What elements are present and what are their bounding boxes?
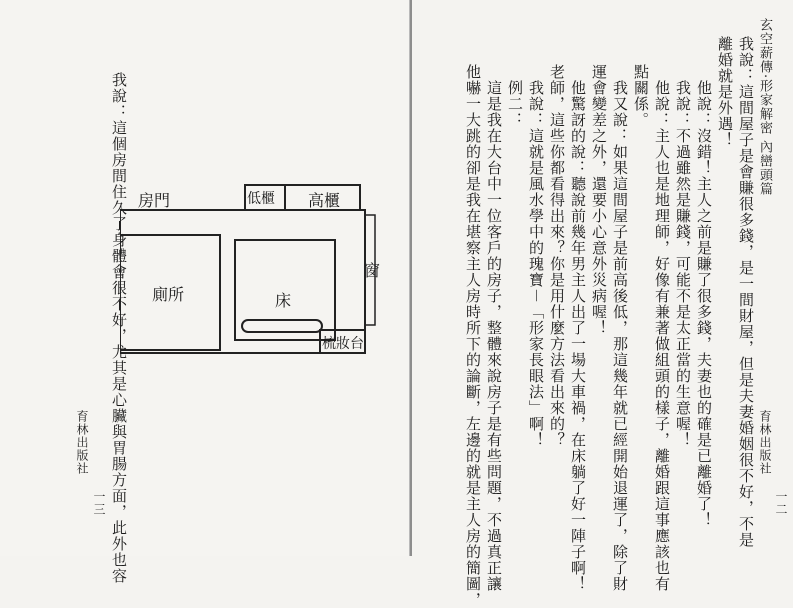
high-cabinet-label: 高櫃 [308,191,341,210]
right-body-column: 這是我在大台中一位客戶的房子，整體來說房子是有些問題，不過真正讓 [485,80,503,592]
right-body-column: 運會變差之外，還要小心意外災病喔！ [590,64,608,336]
pillow-shape [242,320,322,332]
window-label: 窗 [364,261,381,280]
right-body-column: 他嚇一大跳的卻是我在堪察主人房時所下的論斷，左邊的就是主人房的簡圖， [464,64,482,608]
right-body-column: 他說：主人也是地理師，好像有兼著做組頭的樣子，離婚跟這事應該也有 [653,80,671,592]
right-body-column: 點關係。 [632,64,650,128]
floor-plan-diagram [120,180,380,355]
right-body-column: 我又說：如果這間屋子是前高後低，那這幾年就已經開始退運了，除了財 [611,80,629,592]
door-label: 房門 [138,191,171,210]
low-cabinet-label: 低櫃 [247,191,275,207]
right-body-column: 我說：這間屋子是會賺很多錢，是一間財屋，但是夫妻婚姻很不好，不是 [737,36,755,548]
left-footer-page: 一三 [92,490,106,516]
right-page [412,0,793,608]
toilet-label: 廁所 [152,285,185,304]
bed-label: 床 [275,291,292,310]
right-header: 玄空薪傳‧形家解密 內巒頭篇 [757,18,772,197]
right-footer-publisher: 育林出版社 [758,410,772,475]
right-body-column: 他驚訝的說：聽說前幾年男主人出了一場大車禍，在床躺了好一陣子啊！ [569,80,587,592]
right-body-column: 例二： [506,80,524,128]
right-body-column: 我說：不過雖然是賺錢，可能不是太正當的生意喔！ [674,80,692,448]
right-body-column: 他說：沒錯！主人之前是賺了很多錢，夫妻也的確是已離婚了！ [695,80,713,528]
dresser-label: 梳妝台 [322,336,364,352]
left-page [0,0,410,584]
right-body-column: 老師，這些你都看得出來？你是用什麼方法看出來的？ [548,64,566,448]
right-body-column: 我說：這就是風水學中的瑰寶－「形家長眼法」啊！ [527,80,545,449]
right-footer-page: 一二 [774,490,788,516]
left-footer-publisher: 育林出版社 [75,410,89,475]
left-body-column: 我說：這個房間住久了身體會很不好，尤其是心臟與胃腸方面，此外也容 [110,72,128,584]
right-body-column: 離婚就是外遇！ [716,36,734,148]
